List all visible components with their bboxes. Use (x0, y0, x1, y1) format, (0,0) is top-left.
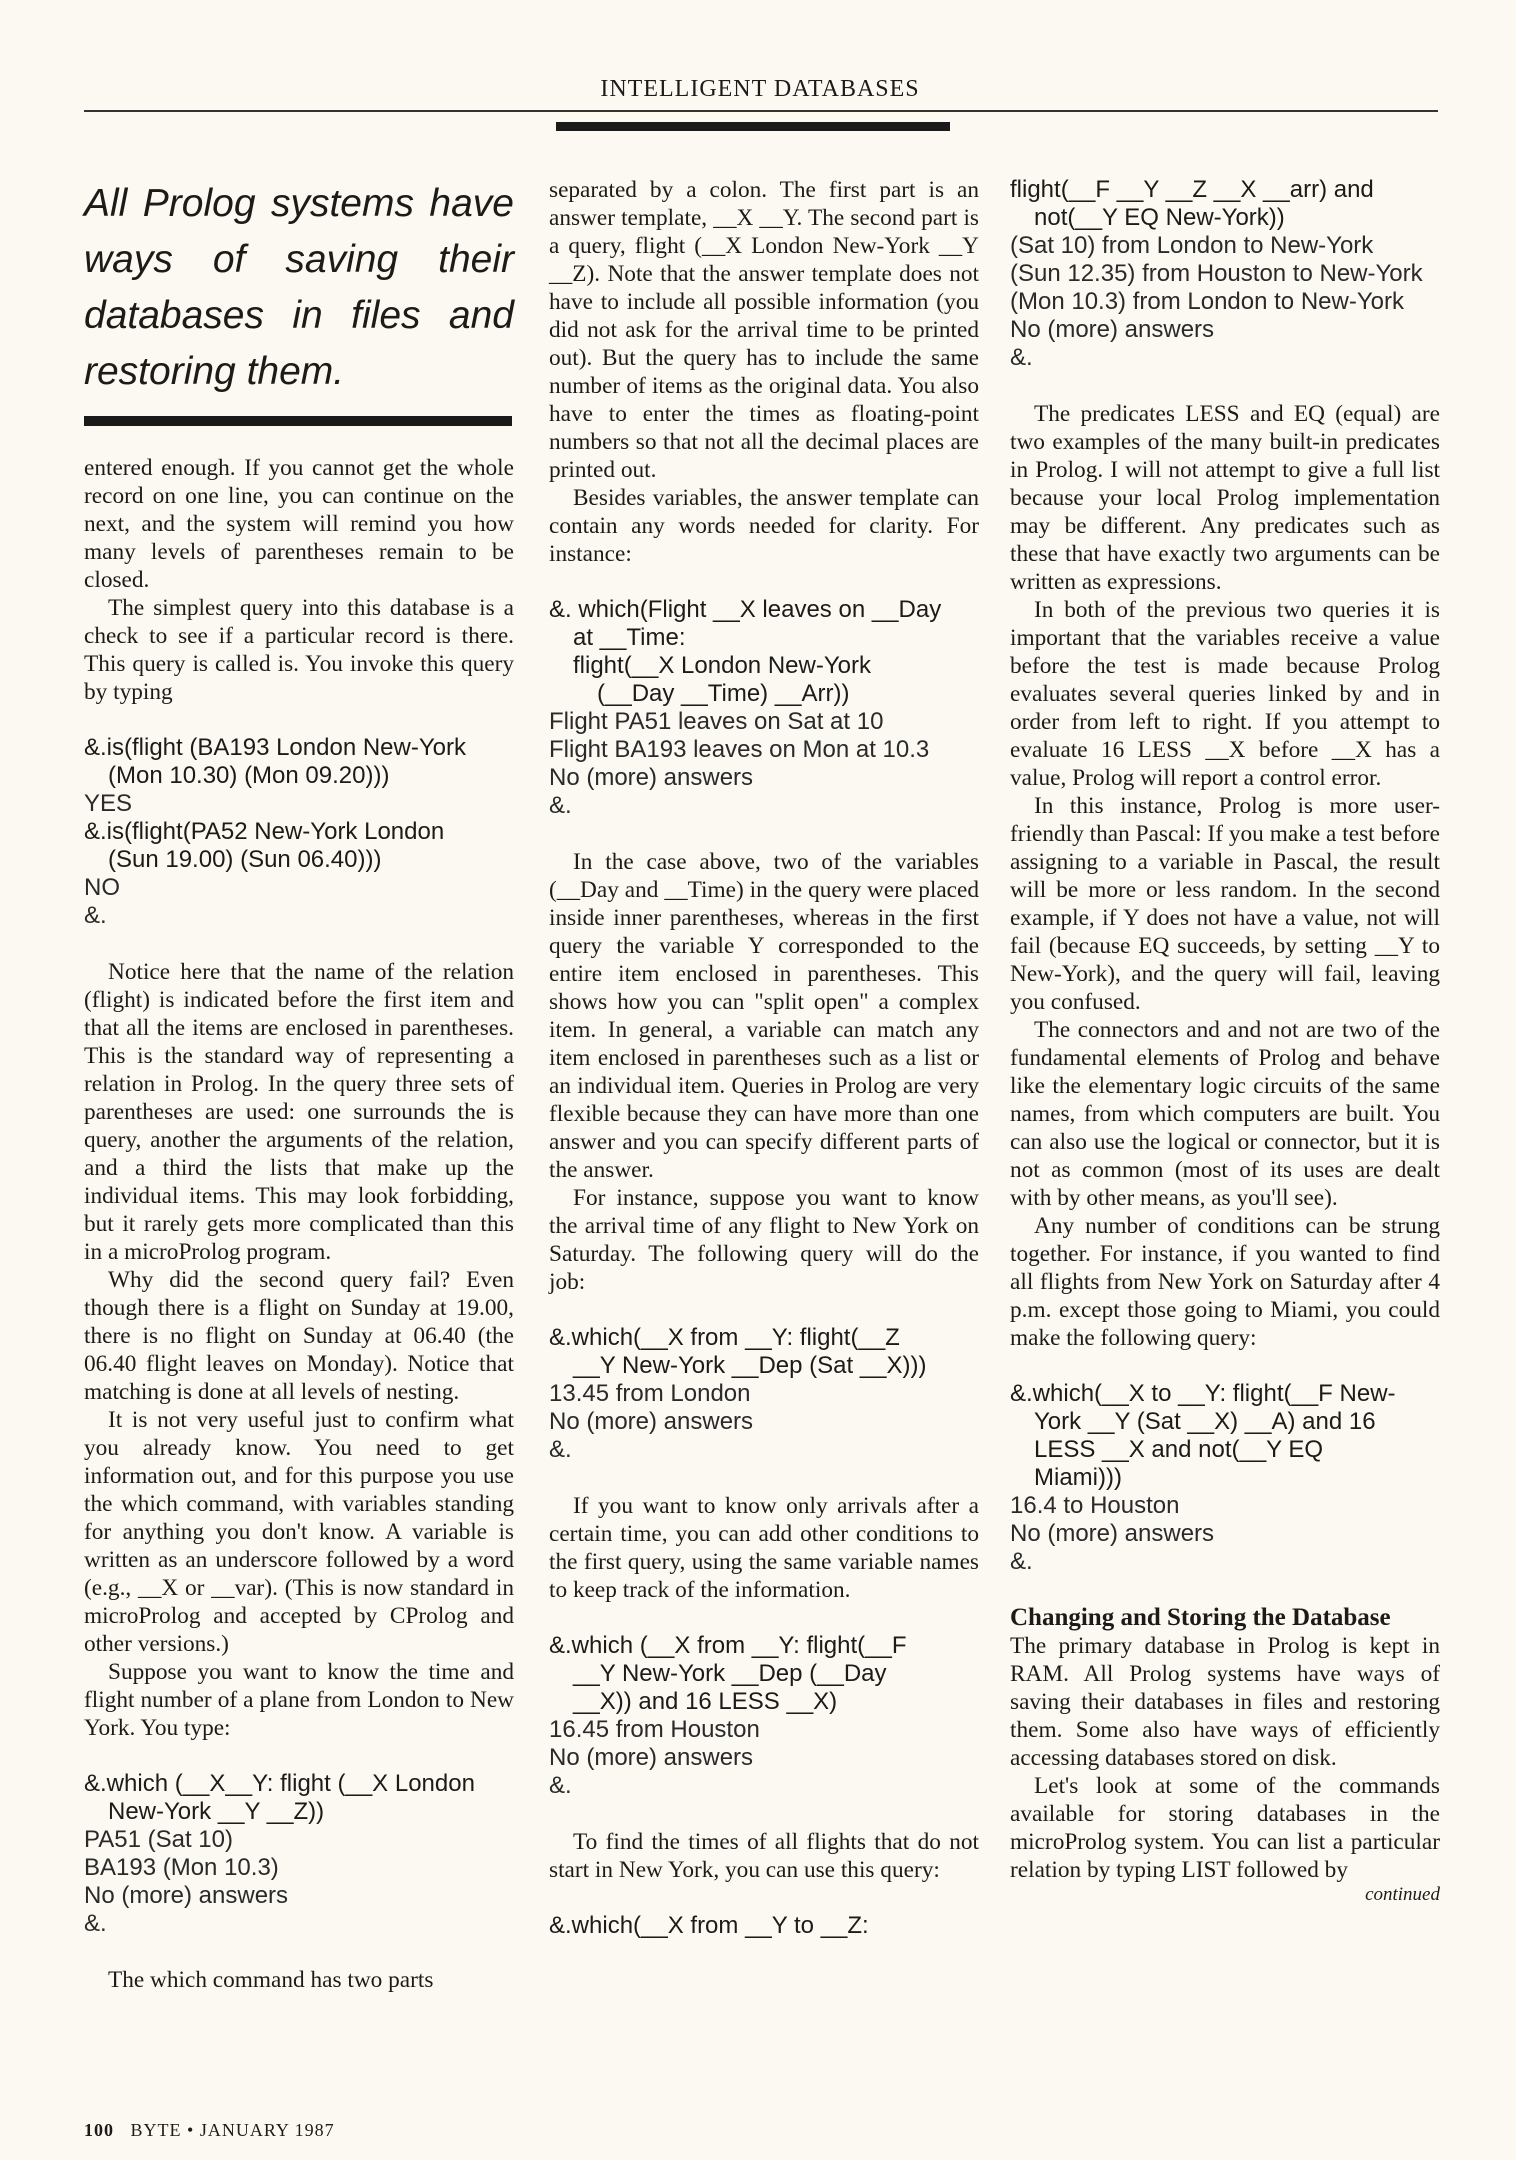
code-line: 16.4 to Houston (1010, 1492, 1180, 1519)
code-line: &. (549, 1436, 572, 1463)
paragraph: The simplest query into this database is a check to see if a particular record is there. This query is called is. You invoke this query by typing (84, 595, 514, 705)
code-line: __X)) and 16 LESS __X) (573, 1688, 838, 1715)
code-block (549, 1912, 979, 1940)
header-rule (84, 110, 1438, 112)
code-block (1010, 1380, 1440, 1576)
issue-date: JANUARY 1987 (199, 2120, 335, 2140)
code-line: &. which(Flight __X leaves on __Day (549, 596, 942, 623)
paragraph: Suppose you want to know the time and flight number of a plane from London to New York. You type: (84, 1659, 514, 1741)
code-line: &.is(flight(PA52 New-York London (84, 818, 445, 845)
column-1 (84, 176, 514, 1994)
code-line: at __Time: (573, 624, 686, 651)
code-line: &.which (__X from __Y: flight(__F (549, 1632, 907, 1659)
code-line: flight(__F __Y __Z __X __arr) and (1010, 176, 1374, 203)
code-line: __Y New-York __Dep (__Day (573, 1660, 887, 1687)
paragraph: separated by a colon. The first part is an answer template, __X __Y. The second part is a query, flight (__X London New-York __Y __Z). Note that the answer template does not have to include all possible information (you did not ask for the arrival time to be printed out). But the query has to include the same number of items as the original data. You also have to enter the times as floating-point numbers so that not all the decimal places are printed out. (549, 177, 979, 483)
paragraph: The which command has two parts (108, 1967, 434, 1993)
code-line: BA193 (Mon 10.3) (84, 1854, 279, 1881)
code-line: No (more) answers (1010, 1520, 1215, 1547)
code-line: No (more) answers (549, 1744, 754, 1771)
paragraph: The primary database in Prolog is kept in RAM. All Prolog systems have ways of saving their databases in files and restoring them. Some also have ways of efficiently accessing databases stored on disk. (1010, 1633, 1440, 1771)
code-line: &. (84, 902, 107, 929)
paragraph: entered enough. If you cannot get the whole record on one line, you can continue on the next, and the system will remind you how many levels of parentheses remain to be closed. (84, 455, 514, 593)
footer-separator: • (187, 2120, 195, 2140)
paragraph: In both of the previous two queries it is important that the variables receive a value before the test is made because Prolog evaluates several queries linked by and in order from left to right. If you attempt to evaluate 16 LESS __X before __X has a value, Prolog will report a control error. (1010, 597, 1440, 791)
code-line: Flight BA193 leaves on Mon at 10.3 (549, 736, 930, 763)
code-line: (Mon 10.30) (Mon 09.20))) (108, 762, 390, 789)
paragraph: It is not very useful just to confirm what you already know. You need to get information out, and for this purpose you use the which command, with variables standing for anything you don't know. A variable is written as an underscore followed by a word (e.g., __X or __var). (This is now standard in microProlog and accepted by CProlog and other versions.) (84, 1407, 514, 1657)
code-line: (Sun 19.00) (Sun 06.40))) (108, 846, 382, 873)
section-heading: Changing and Storing the Database (1010, 1604, 1391, 1631)
paragraph: Let's look at some of the commands available for storing databases in the microProlog system. You can list a particular relation by typing LIST followed by (1010, 1773, 1440, 1883)
column-3 (1010, 176, 1440, 1906)
code-line: &. (549, 1772, 572, 1799)
code-line: (__Day __Time) __Arr)) (597, 680, 850, 707)
paragraph: The predicates LESS and EQ (equal) are two examples of the many built-in predicates in Prolog. I will not attempt to give a full list because your local Prolog implementation may be different. Any predicates such as these that have exactly two arguments can be written as expressions. (1010, 401, 1440, 595)
code-line: No (more) answers (1010, 316, 1215, 343)
paragraph: In the case above, two of the variables (__Day and __Time) in the query were placed inside inner parentheses, whereas in the first query the variable Y corresponded to the entire item enclosed in parentheses. This shows how you can "split open" a complex item. In general, a variable can match any item enclosed in parentheses such as a list or an individual item. Queries in Prolog are very flexible because they can have more than one answer and you can specify different parts of the answer. (549, 849, 979, 1183)
code-line: No (more) answers (549, 764, 754, 791)
header-bar (556, 122, 950, 131)
column-2 (549, 176, 979, 1968)
code-line: &.which(__X to __Y: flight(__F New- (1010, 1380, 1396, 1407)
code-line: __Y New-York __Dep (Sat __X))) (573, 1352, 927, 1379)
paragraph: The connectors and and not are two of the fundamental elements of Prolog and behave like the elementary logic circuits of the same names, from which computers are built. You can also use the logical or connector, but it is not as common (most of its uses are dealt with by other means, as you'll see). (1010, 1017, 1440, 1211)
pull-quote: All Prolog systems have ways of saving their databases in files and restoring them. (84, 182, 514, 393)
code-block (84, 734, 514, 930)
code-line: not(__Y EQ New-York)) (1034, 204, 1285, 231)
code-line: 16.45 from Houston (549, 1716, 760, 1743)
code-line: (Sun 12.35) from Houston to New-York (1010, 260, 1423, 287)
continued-label: continued (1365, 1884, 1440, 1905)
code-line: No (more) answers (549, 1408, 754, 1435)
paragraph: Notice here that the name of the relation (flight) is indicated before the first item and that all the items are enclosed in parentheses. This is the standard way of representing a relation in Prolog. In the query three sets of parentheses are used: one surrounds the is query, another the arguments of the relation, and a third the lists that make up the individual items. This may look forbidding, but it rarely gets more complicated than this in a microProlog program. (84, 959, 514, 1265)
code-line: Miami))) (1034, 1464, 1122, 1491)
code-line: &. (1010, 1548, 1033, 1575)
code-line: (Mon 10.3) from London to New-York (1010, 288, 1404, 315)
code-line: YES (84, 790, 133, 817)
code-line: LESS __X and not(__Y EQ (1034, 1436, 1324, 1463)
code-line: &.is(flight (BA193 London New-York (84, 734, 466, 761)
paragraph: In this instance, Prolog is more user-friendly than Pascal: If you make a test before assigning to a variable in Pascal, the result will be more or less random. In the second example, if Y does not have a value, not will fail (because EQ succeeds, by setting __Y to New-York), and the query will fail, leaving you confused. (1010, 793, 1440, 1015)
code-block (84, 1770, 514, 1938)
code-line: &.which (__X__Y: flight (__X London (84, 1770, 475, 1797)
code-line: &. (549, 792, 572, 819)
code-line: &.which(__X from __Y: flight(__Z (549, 1324, 900, 1351)
code-line: New-York __Y __Z)) (108, 1798, 325, 1825)
page-footer (84, 2120, 335, 2141)
code-block (549, 596, 979, 820)
code-block (549, 1632, 979, 1800)
paragraph: For instance, suppose you want to know the arrival time of any flight to New York on Saturday. The following query will do the job: (549, 1185, 979, 1295)
code-line: No (more) answers (84, 1882, 289, 1909)
paragraph: Any number of conditions can be strung together. For instance, if you wanted to find all flights from New York on Saturday after 4 p.m. except those going to Miami, you could make the following query: (1010, 1213, 1440, 1351)
pull-quote-rule (84, 416, 512, 426)
magazine-name: BYTE (130, 2120, 182, 2140)
code-line: York __Y (Sat __X) __A) and 16 (1034, 1408, 1376, 1435)
paragraph: If you want to know only arrivals after a certain time, you can add other conditions to the first query, using the same variable names to keep track of the information. (549, 1493, 979, 1603)
paragraph: Besides variables, the answer template can contain any words needed for clarity. For instance: (549, 485, 979, 567)
page-number: 100 (84, 2120, 114, 2140)
paragraph: Why did the second query fail? Even though there is a flight on Sunday at 19.00, there is no flight on Sunday at 06.40 (the 06.40 flight leaves on Monday). Notice that matching is done at all levels of nesting. (84, 1267, 514, 1405)
code-line: 13.45 from London (549, 1380, 751, 1407)
code-line: &. (1010, 344, 1033, 371)
code-line: Flight PA51 leaves on Sat at 10 (549, 708, 884, 735)
code-line: flight(__X London New-York (573, 652, 871, 679)
code-line: PA51 (Sat 10) (84, 1826, 233, 1853)
running-header: INTELLIGENT DATABASES (600, 76, 920, 102)
code-block (1010, 176, 1440, 372)
code-line: &. (84, 1910, 107, 1937)
code-block (549, 1324, 979, 1464)
code-line: NO (84, 874, 120, 901)
code-line: &.which(__X from __Y to __Z: (549, 1912, 869, 1939)
paragraph: To find the times of all flights that do not start in New York, you can use this query: (549, 1829, 979, 1883)
code-line: (Sat 10) from London to New-York (1010, 232, 1374, 259)
